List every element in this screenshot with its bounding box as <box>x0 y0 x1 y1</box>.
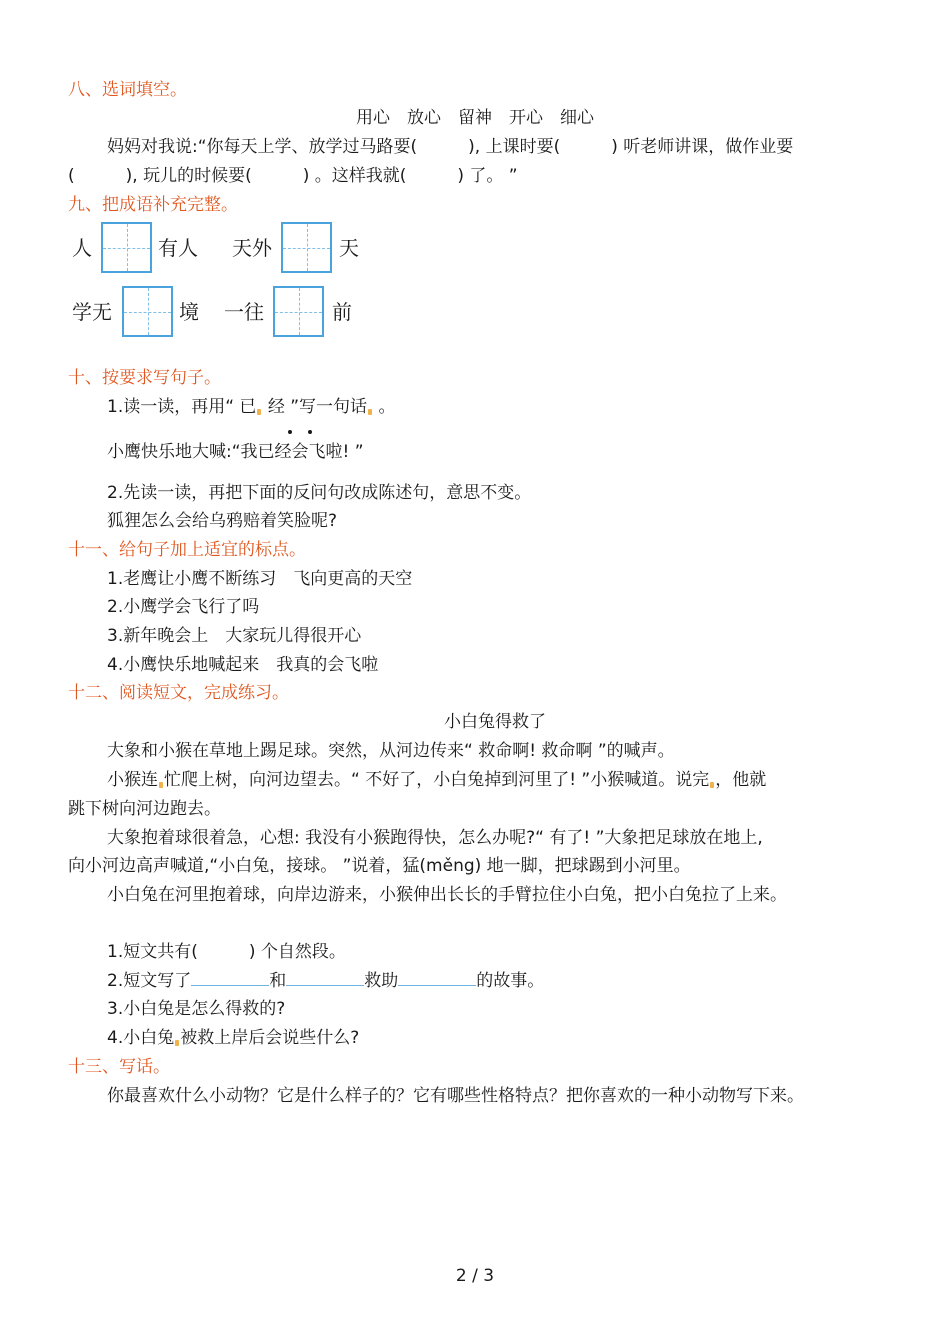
example-sentence-1: 小鹰快乐地大喊:“我已经会飞啦! ” <box>107 442 364 462</box>
section-9-heading: 九、把成语补充完整。 <box>68 195 238 215</box>
sentence-task-2: 2.先读一读，再把下面的反问句改成陈述句，意思不变。 <box>107 483 532 503</box>
section-11-heading: 十一、给句子加上适宜的标点。 <box>68 540 306 560</box>
idiom-3-after: 境 <box>179 300 199 324</box>
emphasis-dot <box>288 430 292 434</box>
answer-blank[interactable] <box>286 969 364 986</box>
emphasis-dot <box>308 430 312 434</box>
section-12-heading: 十二、阅读短文，完成练习。 <box>68 683 289 703</box>
story-paragraph-3-cont: 向小河边高声喊道,“小白兔，接球。 ”说着，猛(měng) 地一脚，把球踢到小河里。 <box>68 856 691 876</box>
fill-blank-line-2: ( ), 玩儿的时候要( ) 。这样我就( ) 了。 ” <box>68 166 518 186</box>
idiom-1-box[interactable] <box>101 222 152 273</box>
word-bank: 用心 放心 留神 开心 细心 <box>356 108 594 128</box>
section-10-heading: 十、按要求写句子。 <box>68 368 221 388</box>
story-paragraph-1: 大象和小猴在草地上踢足球。突然，从河边传来“ 救命啊! 救命啊 ”的喊声。 <box>107 741 675 761</box>
idiom-4-before: 一往 <box>224 300 264 324</box>
fill-blank-line-1: 妈妈对我说:“你每天上学、放学过马路要( ), 上课时要( ) 听老师讲课，做作业要 <box>107 137 794 157</box>
idiom-3-before: 学无 <box>72 300 112 324</box>
story-paragraph-3: 大象抱着球很着急，心想: 我没有小猴跑得快，怎么办呢?“ 有了! ”大象把足球放在地上, <box>107 828 763 848</box>
punctuation-item: 1.老鹰让小鹰不断练习 飞向更高的天空 <box>107 569 413 589</box>
story-paragraph-2: 小猴连 忙爬上树，向河边望去。“ 不好了，小白兔掉到河里了! ”小猴喊道。说完 ，他就 <box>107 770 767 790</box>
idiom-4-after: 前 <box>332 300 352 324</box>
idiom-4-box[interactable] <box>273 286 324 337</box>
punctuation-item: 3.新年晚会上 大家玩儿得很开心 <box>107 626 362 646</box>
answer-blank[interactable] <box>191 969 269 986</box>
reading-question-3: 3.小白兔是怎么得救的? <box>107 999 286 1019</box>
story-title: 小白兔得救了 <box>444 712 546 732</box>
reading-question-2: 2.短文写了 和 救助 的故事。 <box>107 971 545 991</box>
punctuation-item: 4.小鹰快乐地喊起来 我真的会飞啦 <box>107 655 379 675</box>
reading-question-1: 1.短文共有( ) 个自然段。 <box>107 942 346 962</box>
section-13-heading: 十三、写话。 <box>68 1057 170 1077</box>
idiom-3-box[interactable] <box>122 286 173 337</box>
writing-prompt: 你最喜欢什么小动物？它是什么样子的？它有哪些性格特点？把你喜欢的一种小动物写下来。 <box>107 1086 804 1106</box>
example-sentence-2: 狐狸怎么会给乌鸦赔着笑脸呢? <box>107 511 338 531</box>
idiom-1-before: 人 <box>72 236 92 260</box>
punctuation-item: 2.小鹰学会飞行了吗 <box>107 597 260 617</box>
section-8-heading: 八、选词填空。 <box>68 80 187 100</box>
idiom-2-after: 天 <box>339 236 359 260</box>
answer-blank[interactable] <box>398 969 476 986</box>
sentence-task-1: 1.读一读，再用“ 已 经 ”写一句话 。 <box>107 397 396 417</box>
reading-question-4: 4.小白兔 被救上岸后会说些什么? <box>107 1028 360 1048</box>
idiom-1-after: 有人 <box>158 236 198 260</box>
idiom-2-box[interactable] <box>281 222 332 273</box>
story-paragraph-2-cont: 跳下树向河边跑去。 <box>68 799 221 819</box>
story-paragraph-4: 小白兔在河里抱着球，向岸边游来，小猴伸出长长的手臂拉住小白兔，把小白兔拉了上来。 <box>107 885 787 905</box>
page-number: 2 / 3 <box>455 1266 495 1286</box>
idiom-2-before: 天外 <box>232 236 272 260</box>
